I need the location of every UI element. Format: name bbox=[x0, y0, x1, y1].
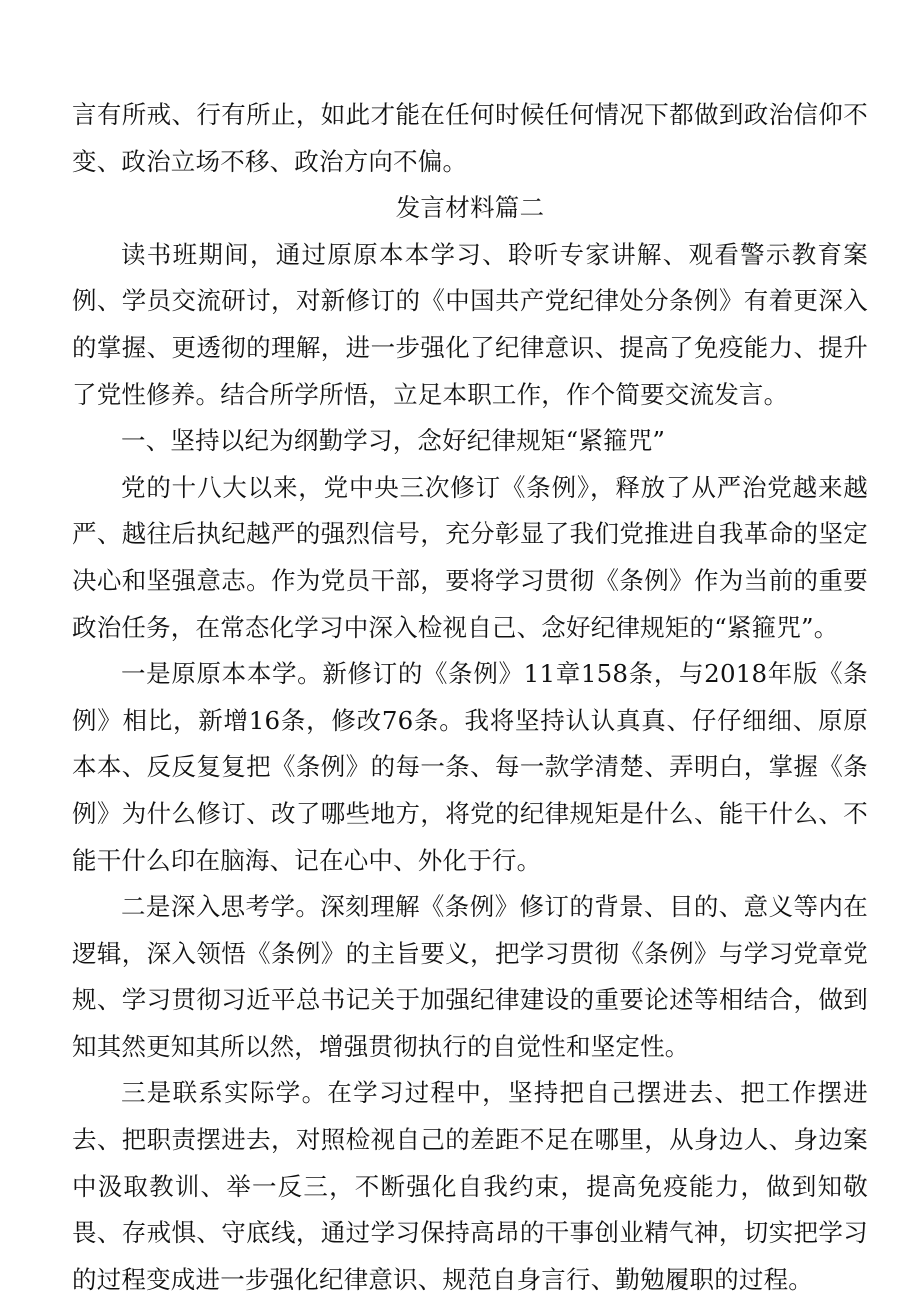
section-heading-one: 一、坚持以纪为纲勤学习，念好纪律规矩“紧箍咒” bbox=[121, 426, 666, 456]
section-title: 发言材料篇二 bbox=[395, 193, 545, 223]
body-paragraph: 二是深入思考学。深刻理解《条例》修订的背景、目的、意义等内在逻辑，深入领悟《条例》的主旨要义，把学习贯彻《条例》与学习党章党规、学习贯彻习近平总书记关于加强纪律建设的重要论述等相结合，做到知其然更知其所以然，增强贯彻执行的自觉性和坚定性。 bbox=[72, 892, 868, 1061]
intro-paragraph: 读书班期间，通过原原本本学习、聆听专家讲解、观看警示教育案例、学员交流研讨，对新修订的《中国共产党纪律处分条例》有着更深入的掌握、更透彻的理解，进一步强化了纪律意识、提高了免疫能力、提升了党性修养。结合所学所悟，立足本职工作，作个简要交流发言。 bbox=[72, 239, 868, 409]
body-paragraph: 一是原原本本学。新修订的《条例》11章158条，与2018年版《条例》相比，新增16条，修改76条。我将坚持认认真真、仔仔细细、原原本本、反反复复把《条例》的每一条、每一款学清楚、弄明白，掌握《条例》为什么修订、改了哪些地方，将党的纪律规矩是什么、能干什么、不能干什么印在脑海、记在心中、外化于行。 bbox=[72, 659, 868, 875]
body-paragraph: 三是联系实际学。在学习过程中，坚持把自己摆进去、把工作摆进去、把职责摆进去，对照检视自己的差距不足在哪里，从身边人、身边案中汲取教训、举一反三，不断强化自我约束，提高免疫能力，做到知敬畏、存戒惧、守底线，通过学习保持高昂的干事创业精气神，切实把学习的过程变成进一步强化纪律意识、规范自身言行、勤勉履职的过程。 bbox=[72, 1078, 868, 1294]
continuation-paragraph: 言有所戒、行有所止，如此才能在任何时候任何情况下都做到政治信仰不变、政治立场不移、政治方向不偏。 bbox=[72, 100, 868, 176]
body-paragraph: 党的十八大以来，党中央三次修订《条例》，释放了从严治党越来越严、越往后执纪越严的强烈信号，充分彰显了我们党推进自我革命的坚定决心和坚强意志。作为党员干部，要将学习贯彻《条例》作为当前的重要政治任务，在常态化学习中深入检视自己、念好纪律规矩的“紧箍咒”。 bbox=[72, 472, 868, 642]
